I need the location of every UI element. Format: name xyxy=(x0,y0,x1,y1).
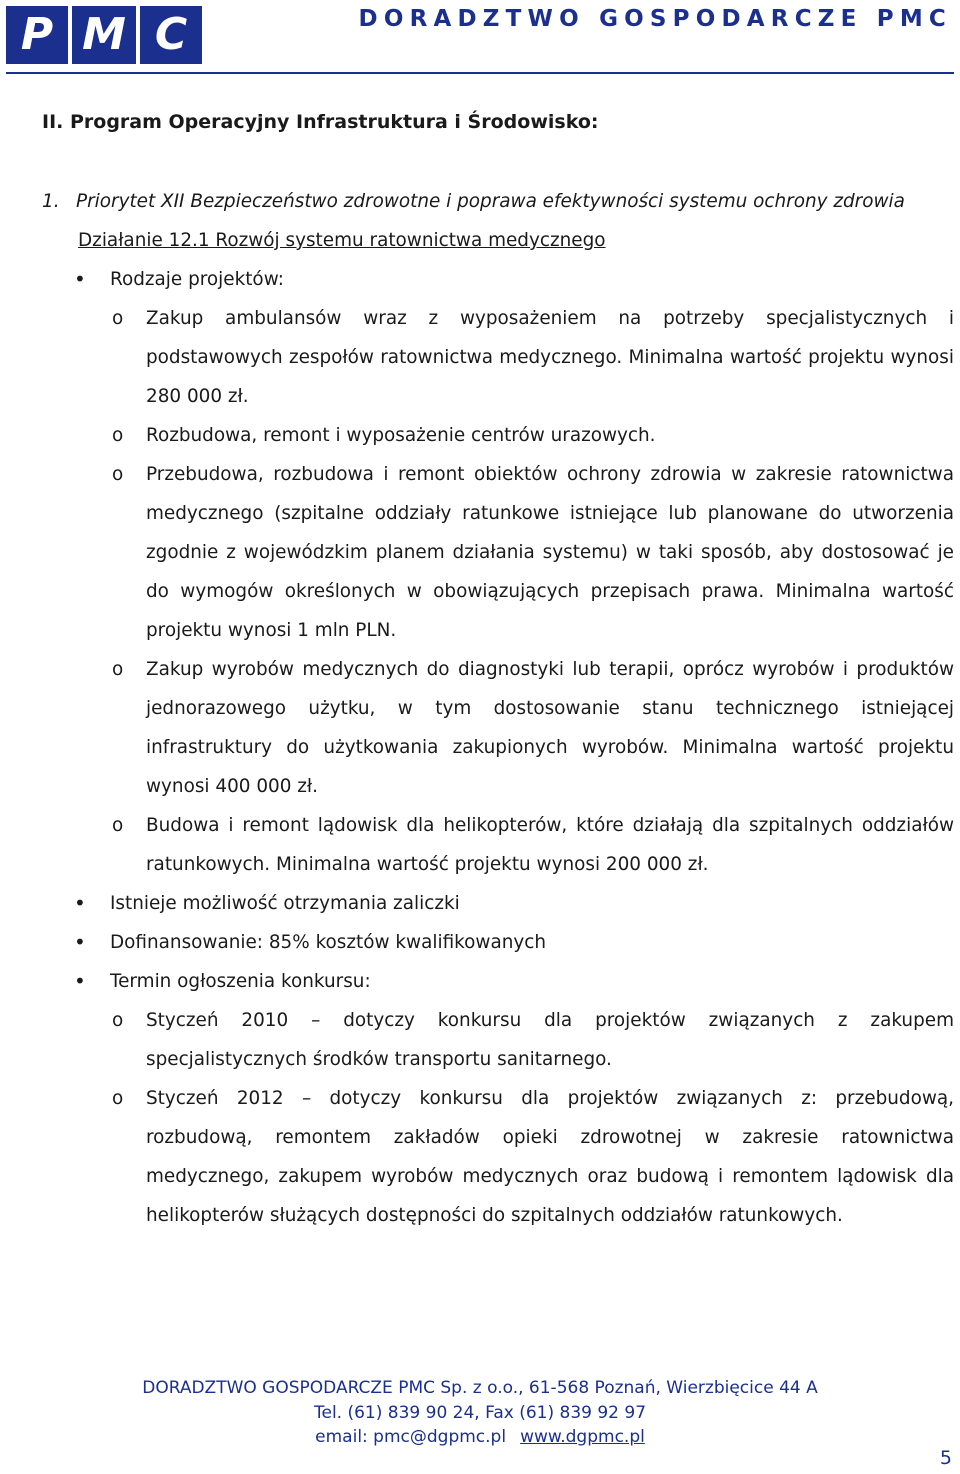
sub-list-item xyxy=(42,806,954,884)
project-type: Przebudowa, rozbudowa i remont obiektów ochrony zdrowia w zakresie ratownictwa medycznego (szpitalne oddziały ratunkowe istniejące lub planowane do utworzenia zgodnie z wojewódzkim planem działania systemu) w taki sposób, aby dostosować je do wymogów określonych w obowiązujących przepisach prawa. Minimalna wartość projektu wynosi 1 mln PLN. xyxy=(146,464,954,641)
circle-bullet-icon: o xyxy=(112,1088,124,1109)
project-type: Zakup wyrobów medycznych do diagnostyki lub terapii, oprócz wyrobów i produktów jednorazowego użytku, w tym dostosowanie stanu technicznego istniejącej infrastruktury do użytkowania zakupionych wyrobów. Minimalna wartość projektu wynosi 400 000 zł. xyxy=(146,659,954,797)
page-footer xyxy=(0,1376,960,1450)
footer-phone-fax: Tel. (61) 839 90 24, Fax (61) 839 92 97 xyxy=(313,1402,647,1423)
deadline-item: Styczeń 2010 – dotyczy konkursu dla projektów związanych z zakupem specjalistycznych środków transportu sanitarnego. xyxy=(146,1010,954,1070)
sub-list-item xyxy=(42,650,954,806)
logo-letter-p: P xyxy=(6,6,68,64)
footer-email[interactable]: email: pmc@dgpmc.pl xyxy=(315,1427,507,1447)
document-body xyxy=(42,103,954,1235)
deadline-label: Termin ogłoszenia konkursu: xyxy=(110,971,371,992)
deadline-item: Styczeń 2012 – dotyczy konkursu dla projektów związanych z: przebudową, rozbudową, remontem zakładów opieki zdrowotnej w zakresie ratownictwa medycznego, zakupem wyrobów medycznych oraz budową i remontem lądowisk dla helikopterów służących dostępności do szpitalnych oddziałów ratunkowych. xyxy=(146,1088,954,1226)
brand-name: DORADZTWO GOSPODARCZE PMC xyxy=(358,6,952,32)
list-item xyxy=(42,962,954,1001)
priority-heading xyxy=(42,182,954,221)
sub-list-item xyxy=(42,1001,954,1079)
circle-bullet-icon: o xyxy=(112,659,124,680)
footer-website-link[interactable]: www.dgpmc.pl xyxy=(520,1427,645,1447)
circle-bullet-icon: o xyxy=(112,308,124,329)
logo-letter-c: C xyxy=(140,6,202,64)
sub-list-item xyxy=(42,455,954,650)
circle-bullet-icon: o xyxy=(112,1010,124,1031)
page-number: 5 xyxy=(939,1447,952,1469)
circle-bullet-icon: o xyxy=(112,815,124,836)
list-item xyxy=(42,260,954,299)
pmc-logo xyxy=(6,6,202,64)
bullet-icon: • xyxy=(74,930,86,954)
header-divider xyxy=(6,72,954,74)
priority-title: Priorytet XII Bezpieczeństwo zdrowotne i poprawa efektywności systemu ochrony zdrowia xyxy=(76,191,905,212)
section-title: II. Program Operacyjny Infrastruktura i Środowisko: xyxy=(42,111,599,133)
project-type: Rozbudowa, remont i wyposażenie centrów urazowych. xyxy=(146,425,656,446)
project-type: Budowa i remont lądowisk dla helikopterów, które działają dla szpitalnych oddziałów ratunkowych. Minimalna wartość projektu wynosi 200 000 zł. xyxy=(146,815,954,875)
footer-contact xyxy=(0,1425,960,1450)
logo-letter-m: M xyxy=(72,6,136,64)
project-type: Zakup ambulansów wraz z wyposażeniem na potrzeby specjalistycznych i podstawowych zespołów ratownictwa medycznego. Minimalna wartość projektu wynosi 280 000 zł. xyxy=(146,308,954,407)
list-item xyxy=(42,884,954,923)
footer-company-address: DORADZTWO GOSPODARCZE PMC Sp. z o.o., 61-568 Poznań, Wierzbięcice 44 A xyxy=(142,1378,818,1398)
sub-list-item xyxy=(42,299,954,416)
list-item xyxy=(42,923,954,962)
priority-number: 1. xyxy=(42,191,60,212)
bullet-icon: • xyxy=(74,891,86,915)
sub-list-item xyxy=(42,416,954,455)
sub-list-item xyxy=(42,1079,954,1235)
bullet-icon: • xyxy=(74,969,86,993)
bullet-icon: • xyxy=(74,267,86,291)
action-title: Działanie 12.1 Rozwój systemu ratownictwa medycznego xyxy=(78,230,606,251)
page-header xyxy=(0,0,960,80)
circle-bullet-icon: o xyxy=(112,425,124,446)
circle-bullet-icon: o xyxy=(112,464,124,485)
cofinancing-info: Dofinansowanie: 85% kosztów kwalifikowanych xyxy=(110,932,547,953)
project-types-label: Rodzaje projektów: xyxy=(110,269,284,290)
advance-info: Istnieje możliwość otrzymania zaliczki xyxy=(110,893,460,914)
